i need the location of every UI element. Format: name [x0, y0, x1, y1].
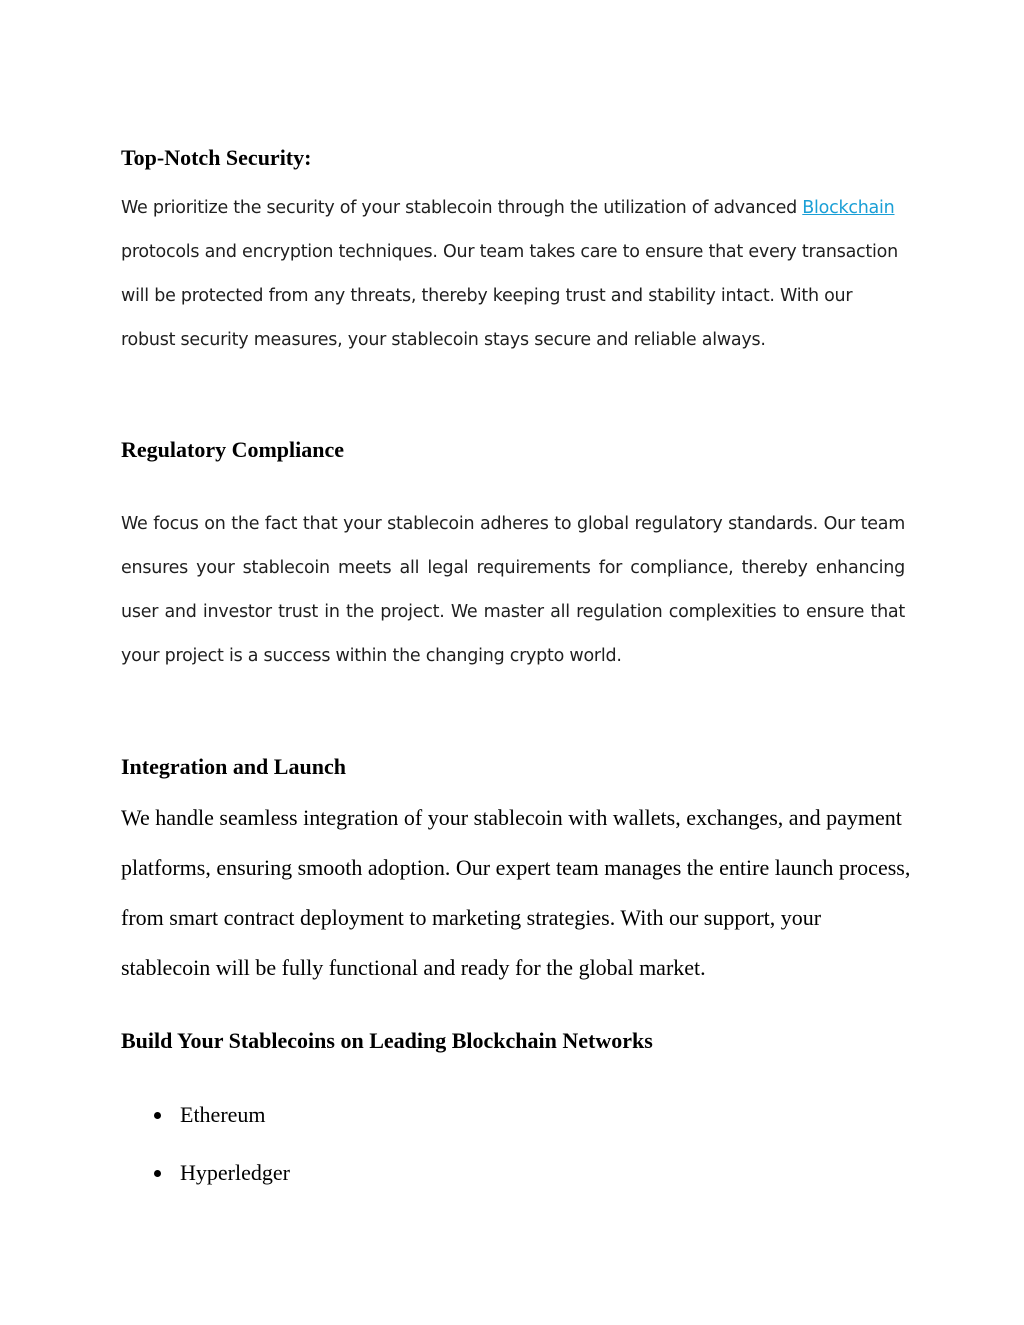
- list-item: [121, 1150, 290, 1208]
- bullet-icon: [154, 1112, 161, 1119]
- section-heading-integration: Integration and Launch: [121, 754, 346, 779]
- section-heading-security: Top-Notch Security:: [121, 145, 312, 170]
- security-paragraph: [121, 186, 905, 362]
- security-paragraph-text-end: protocols and encryption techniques. Our team takes care to ensure that every transaction will be protected from any threats, thereby keeping trust and stability intact. With our robust security measures, your stablecoin stays secure and reliable always.: [121, 242, 898, 350]
- list-item: [121, 1092, 290, 1150]
- integration-paragraph: We handle seamless integration of your stablecoin with wallets, exchanges, and payment platforms, ensuring smooth adoption. Our expert team manages the entire launch process, from smart contract deployment to marketing strategies. With our support, your stablecoin will be fully functional and ready for the global market.: [121, 805, 911, 980]
- list-item-label: Hyperledger: [180, 1160, 290, 1185]
- blockchain-link[interactable]: Blockchain: [802, 198, 895, 218]
- list-item-label: Ethereum: [180, 1102, 266, 1127]
- section-heading-compliance: Regulatory Compliance: [121, 437, 345, 462]
- networks-list: [121, 1092, 290, 1208]
- security-paragraph-text-start: We prioritize the security of your stablecoin through the utilization of advanced: [121, 198, 803, 218]
- bullet-icon: [154, 1170, 161, 1177]
- compliance-paragraph: We focus on the fact that your stablecoin adheres to global regulatory standards. Our team ensures your stablecoin meets all legal requirements for compliance, thereby enhancing user and investor trust in the project. We master all regulation complexities to ensure that your project is a success within the changing crypto world.: [121, 514, 905, 666]
- section-heading-networks: Build Your Stablecoins on Leading Blockchain Networks: [121, 1028, 653, 1053]
